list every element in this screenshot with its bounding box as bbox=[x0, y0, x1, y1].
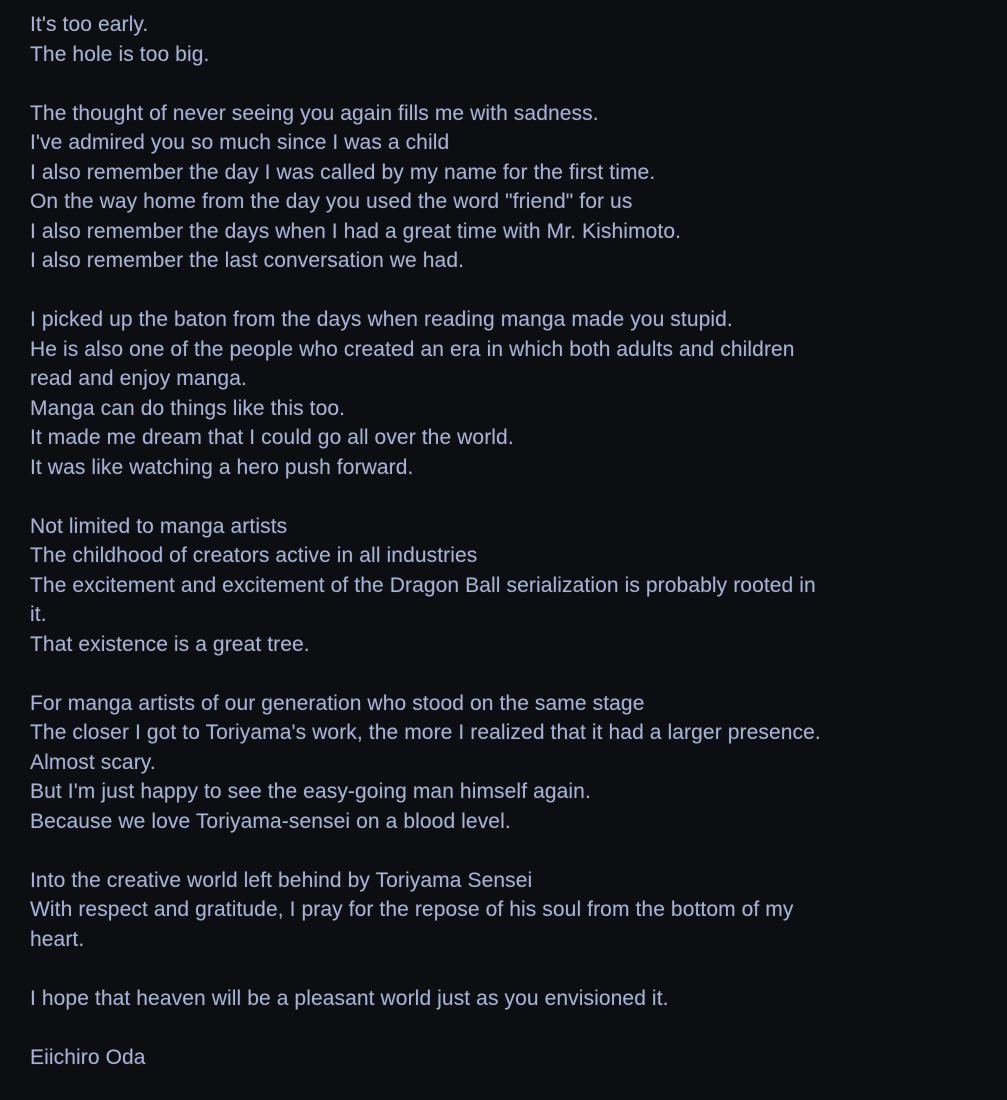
paragraph bbox=[30, 512, 982, 660]
text-line: Because we love Toriyama-sensei on a blood level. bbox=[30, 809, 511, 833]
text-line: it. bbox=[30, 603, 47, 626]
text-line: On the way home from the day you used the word "friend" for us bbox=[30, 190, 633, 213]
signature: Eiichiro Oda bbox=[30, 1045, 146, 1069]
text-line: heart. bbox=[30, 927, 85, 951]
text-line: I also remember the day I was called by my name for the first time. bbox=[30, 160, 656, 184]
letter-body bbox=[30, 10, 982, 1013]
text-line: The hole is too big. bbox=[30, 42, 210, 66]
text-line: I picked up the baton from the days when reading manga made you stupid. bbox=[30, 308, 733, 331]
text-line: read and enjoy manga. bbox=[30, 367, 247, 390]
text-line: It made me dream that I could go all over the world. bbox=[30, 426, 514, 449]
text-line: The closer I got to Toriyama's work, the more I realized that it had a larger presence. bbox=[30, 721, 821, 744]
text-line: He is also one of the people who created an era in which both adults and children bbox=[30, 337, 795, 361]
text-line: Into the creative world left behind by Toriyama Sensei bbox=[30, 868, 533, 892]
text-line: The thought of never seeing you again fills me with sadness. bbox=[30, 101, 599, 125]
paragraph bbox=[30, 99, 982, 276]
paragraph bbox=[30, 305, 982, 482]
text-line: That existence is a great tree. bbox=[30, 632, 310, 656]
text-line: For manga artists of our generation who stood on the same stage bbox=[30, 691, 645, 715]
paragraph bbox=[30, 10, 982, 69]
text-line: Manga can do things like this too. bbox=[30, 396, 346, 420]
text-line: Almost scary. bbox=[30, 750, 156, 774]
paragraph bbox=[30, 866, 982, 955]
text-line: It's too early. bbox=[30, 13, 149, 36]
text-line: I've admired you so much since I was a child bbox=[30, 131, 450, 154]
text-line: I also remember the last conversation we had. bbox=[30, 249, 465, 272]
paragraph bbox=[30, 984, 982, 1014]
text-line: It was like watching a hero push forward. bbox=[30, 455, 414, 479]
paragraph bbox=[30, 689, 982, 837]
text-line: I hope that heaven will be a pleasant world just as you envisioned it. bbox=[30, 986, 669, 1010]
text-line: I also remember the days when I had a great time with Mr. Kishimoto. bbox=[30, 219, 682, 243]
text-line: The excitement and excitement of the Dragon Ball serialization is probably rooted in bbox=[30, 573, 816, 597]
text-line: Not limited to manga artists bbox=[30, 514, 288, 538]
text-line: With respect and gratitude, I pray for the repose of his soul from the bottom of my bbox=[30, 898, 794, 921]
text-line: But I'm just happy to see the easy-going man himself again. bbox=[30, 780, 591, 803]
text-line: The childhood of creators active in all industries bbox=[30, 544, 478, 567]
